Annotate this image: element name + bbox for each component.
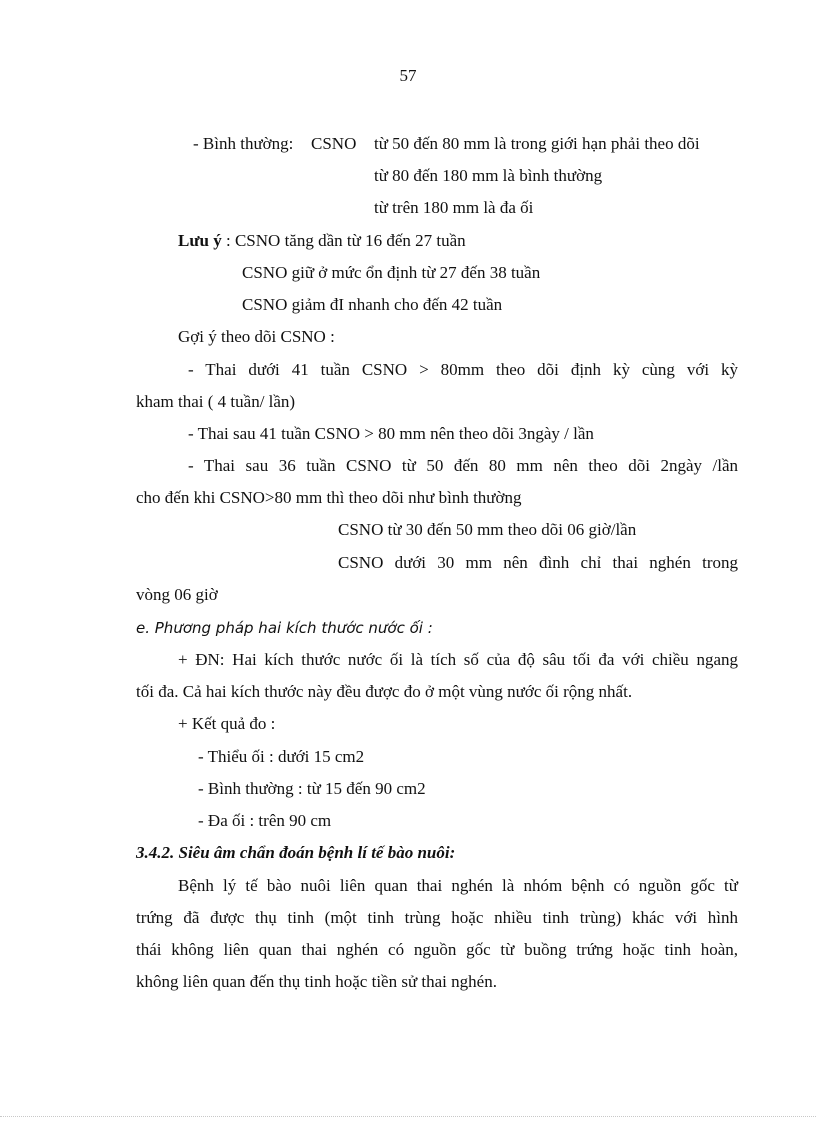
suggestion-heading: Gợi ý theo dõi CSNO : — [178, 327, 335, 346]
paragraph-line-2: trứng đã được thụ tinh (một tinh trùng hoặc nhiều tinh trùng) khác với hình — [136, 908, 738, 927]
paragraph-line-4: không liên quan đến thụ tinh hoặc tiền sử thai nghén. — [136, 972, 497, 991]
definition-line-1: + ĐN: Hai kích thước nước ối là tích số của độ sâu tối đa với chiều ngang — [178, 650, 738, 669]
results-heading: + Kết quả đo : — [178, 714, 276, 733]
note-text: : CSNO tăng dần từ 16 đến 27 tuần — [221, 231, 466, 250]
normal-range-line-3: từ trên 180 mm là đa ối — [374, 198, 534, 217]
suggestion-line-8: vòng 06 giờ — [136, 585, 218, 604]
suggestion-line-1: - Thai dưới 41 tuần CSNO > 80mm theo dõi định kỳ cùng với kỳ — [188, 360, 738, 379]
section-3-4-2-heading: 3.4.2. Siêu âm chẩn đoán bệnh lí tế bào nuôi: — [136, 843, 456, 862]
note-line-3: CSNO giảm đI nhanh cho đến 42 tuần — [242, 295, 503, 314]
note-label: Lưu ý — [178, 231, 222, 250]
suggestion-line-7: CSNO dưới 30 mm nên đình chỉ thai nghén trong — [338, 553, 738, 572]
section-e-heading: e. Phương pháp hai kích thước nước ối : — [136, 619, 433, 637]
result-normal: - Bình thường : từ 15 đến 90 cm2 — [198, 779, 426, 798]
footer-dotted-rule — [0, 1116, 816, 1117]
paragraph-line-1: Bệnh lý tế bào nuôi liên quan thai nghén là nhóm bệnh có nguồn gốc từ — [178, 876, 738, 895]
normal-range-term: CSNO — [311, 134, 357, 153]
normal-range-label: - Bình thường: — [193, 134, 294, 153]
suggestion-line-5: cho đến khi CSNO>80 mm thì theo dõi như bình thường — [136, 488, 522, 507]
result-oligohydramnios: - Thiểu ối : dưới 15 cm2 — [198, 747, 365, 766]
suggestion-line-3: - Thai sau 41 tuần CSNO > 80 mm nên theo dõi 3ngày / lần — [188, 424, 594, 443]
definition-line-2: tối đa. Cả hai kích thước này đều được đo ở một vùng nước ối rộng nhất. — [136, 682, 633, 701]
suggestion-line-4: - Thai sau 36 tuần CSNO từ 50 đến 80 mm nên theo dõi 2ngày /lần — [188, 456, 738, 475]
page-number: 57 — [399, 66, 417, 85]
normal-range-line-2: từ 80 đến 180 mm là bình thường — [374, 166, 603, 185]
note-line-2: CSNO giữ ở mức ổn định từ 27 đến 38 tuần — [242, 263, 541, 282]
result-polyhydramnios: - Đa ối : trên 90 cm — [198, 811, 332, 830]
note-line-1 — [178, 230, 466, 252]
normal-range-line-1: từ 50 đến 80 mm là trong giới hạn phải theo dõi — [374, 134, 700, 153]
suggestion-line-2: kham thai ( 4 tuần/ lần) — [136, 392, 296, 411]
paragraph-line-3: thái không liên quan thai nghén có nguồn gốc từ buồng trứng hoặc tinh hoàn, — [136, 940, 738, 959]
suggestion-line-6: CSNO từ 30 đến 50 mm theo dõi 06 giờ/lần — [338, 520, 637, 539]
